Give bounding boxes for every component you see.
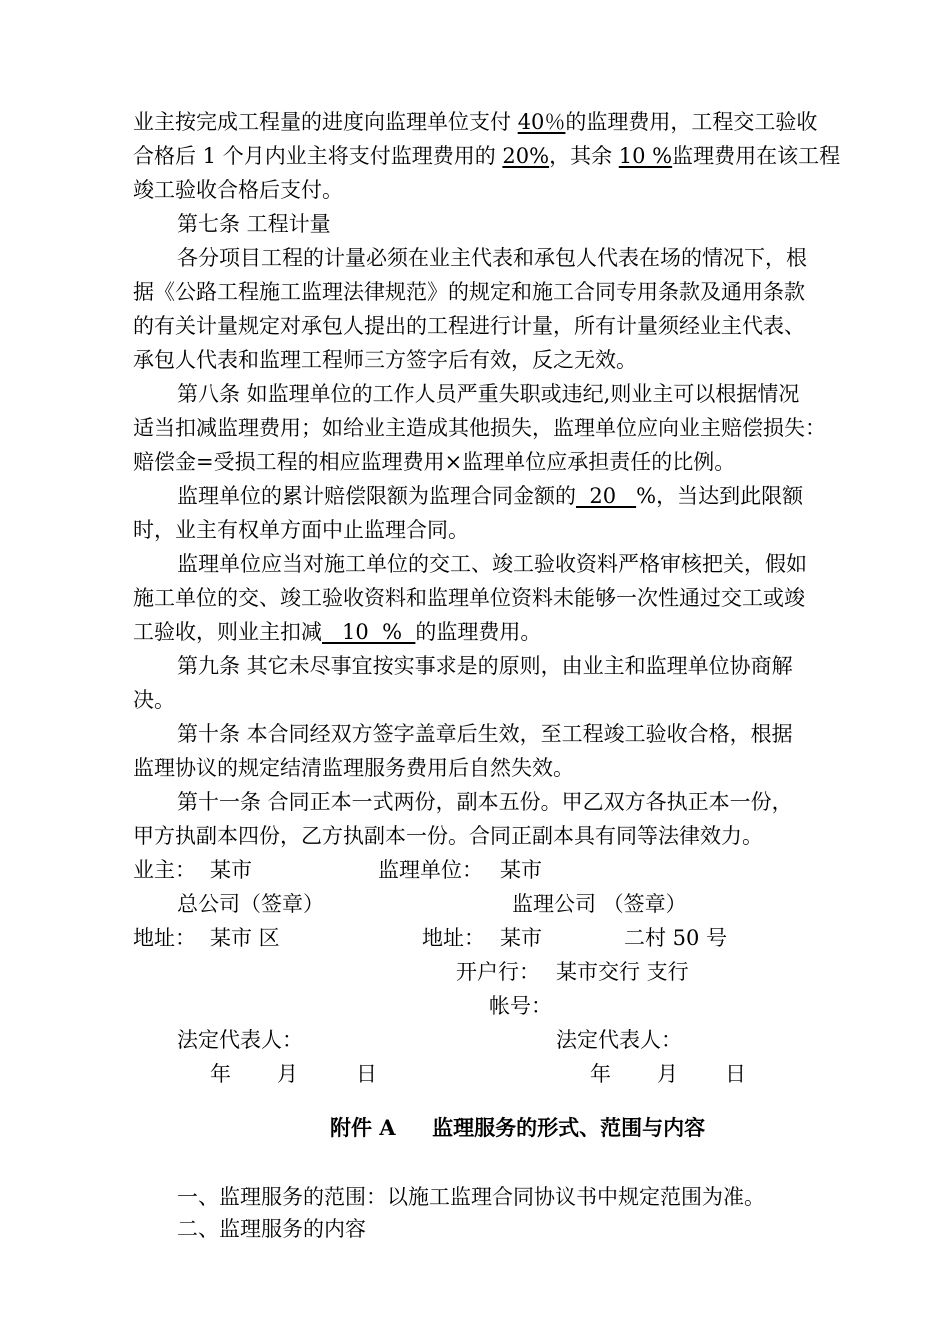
appendix-item-1: 一、监理服务的范围：以施工监理合同协议书中规定范围为准。 <box>177 1185 765 1209</box>
account-label: 帐号： <box>489 994 552 1018</box>
owner-label: 业主： <box>133 858 196 882</box>
article-7-heading: 第七条 工程计量 <box>177 212 331 236</box>
bank-label: 开户行： <box>456 960 540 984</box>
owner-address-label: 地址： <box>133 926 196 950</box>
date-year-right: 年 <box>590 1062 611 1086</box>
date-month-right: 月 <box>657 1062 678 1086</box>
supervisor-address-label: 地址： <box>422 926 485 950</box>
article-9-line-2: 决。 <box>133 688 175 712</box>
article-11-line-2: 甲方执副本四份，乙方执副本一份。合同正副本具有同等法律效力。 <box>133 824 763 848</box>
article-7-line-1: 各分项目工程的计量必须在业主代表和承包人代表在场的情况下，根 <box>177 246 807 270</box>
supervisor-label: 监理单位： <box>378 858 483 882</box>
supervisor-address-street: 二村 50 号 <box>624 926 728 950</box>
underlined-percent-40: 40％ <box>517 110 566 134</box>
owner-value: 某市 <box>210 858 252 882</box>
payment-line-2: 合格后 1 个月内业主将支付监理费用的 20%，其余 10 %监理费用在该工程 <box>133 144 841 168</box>
acceptance-review-line-1: 监理单位应当对施工单位的交工、竣工验收资料严格审核把关，假如 <box>177 552 807 576</box>
underlined-deduct-10: 10 % <box>322 620 416 644</box>
appendix-item-2: 二、监理服务的内容 <box>177 1217 366 1241</box>
payment-line-3: 竣工验收合格后支付。 <box>133 178 343 202</box>
compensation-limit-line-1: 监理单位的累计赔偿限额为监理合同金额的 20 %，当达到此限额 <box>177 484 804 508</box>
article-8-line-2: 适当扣减监理费用；如给业主造成其他损失，监理单位应向业主赔偿损失： <box>133 416 826 440</box>
underlined-limit-20: 20 <box>576 484 637 508</box>
article-8-line-1: 第八条 如监理单位的工作人员严重失职或违纪,则业主可以根据情况 <box>177 382 800 406</box>
supervisor-address-city: 某市 <box>500 926 542 950</box>
supervisor-company-seal: 监理公司 （签章） <box>512 892 687 916</box>
article-10-line-1: 第十条 本合同经双方签字盖章后生效，至工程竣工验收合格，根据 <box>177 722 793 746</box>
compensation-limit-line-2: 时，业主有权单方面中止监理合同。 <box>133 518 469 542</box>
article-11-line-1: 第十一条 合同正本一式两份，副本五份。甲乙双方各执正本一份， <box>177 790 793 814</box>
acceptance-review-line-2: 施工单位的交、竣工验收资料和监理单位资料未能够一次性通过交工或竣 <box>133 586 805 610</box>
supervisor-value: 某市 <box>500 858 542 882</box>
date-month-left: 月 <box>277 1062 298 1086</box>
payment-line-1: 业主按完成工程量的进度向监理单位支付 40％的监理费用，工程交工验收 <box>133 110 818 134</box>
owner-address-value: 某市 区 <box>210 926 280 950</box>
date-year-left: 年 <box>210 1062 231 1086</box>
legal-rep-left: 法定代表人： <box>177 1028 303 1052</box>
date-day-right: 日 <box>725 1062 746 1086</box>
date-day-left: 日 <box>356 1062 377 1086</box>
article-7-line-4: 承包人代表和监理工程师三方签字后有效，反之无效。 <box>133 348 637 372</box>
article-7-line-3: 的有关计量规定对承包人提出的工程进行计量，所有计量须经业主代表、 <box>133 314 805 338</box>
article-10-line-2: 监理协议的规定结清监理服务费用后自然失效。 <box>133 756 574 780</box>
acceptance-review-line-3: 工验收，则业主扣减 10 % 的监理费用。 <box>133 620 542 644</box>
legal-rep-right: 法定代表人： <box>556 1028 682 1052</box>
article-9-line-1: 第九条 其它未尽事宜按实事求是的原则，由业主和监理单位协商解 <box>177 654 793 678</box>
article-7-line-2: 据《公路工程施工监理法律规范》的规定和施工合同专用条款及通用条款 <box>133 280 805 304</box>
underlined-percent-20: 20% <box>502 144 550 168</box>
bank-value: 某市交行 支行 <box>556 960 689 984</box>
article-8-line-3: 赔偿金=受损工程的相应监理费用×监理单位应承担责任的比例。 <box>133 450 736 474</box>
underlined-percent-10: 10 % <box>618 144 673 168</box>
appendix-title: 附件 A 监理服务的形式、范围与内容 <box>330 1115 706 1140</box>
owner-company-seal: 总公司（签章） <box>177 892 324 916</box>
